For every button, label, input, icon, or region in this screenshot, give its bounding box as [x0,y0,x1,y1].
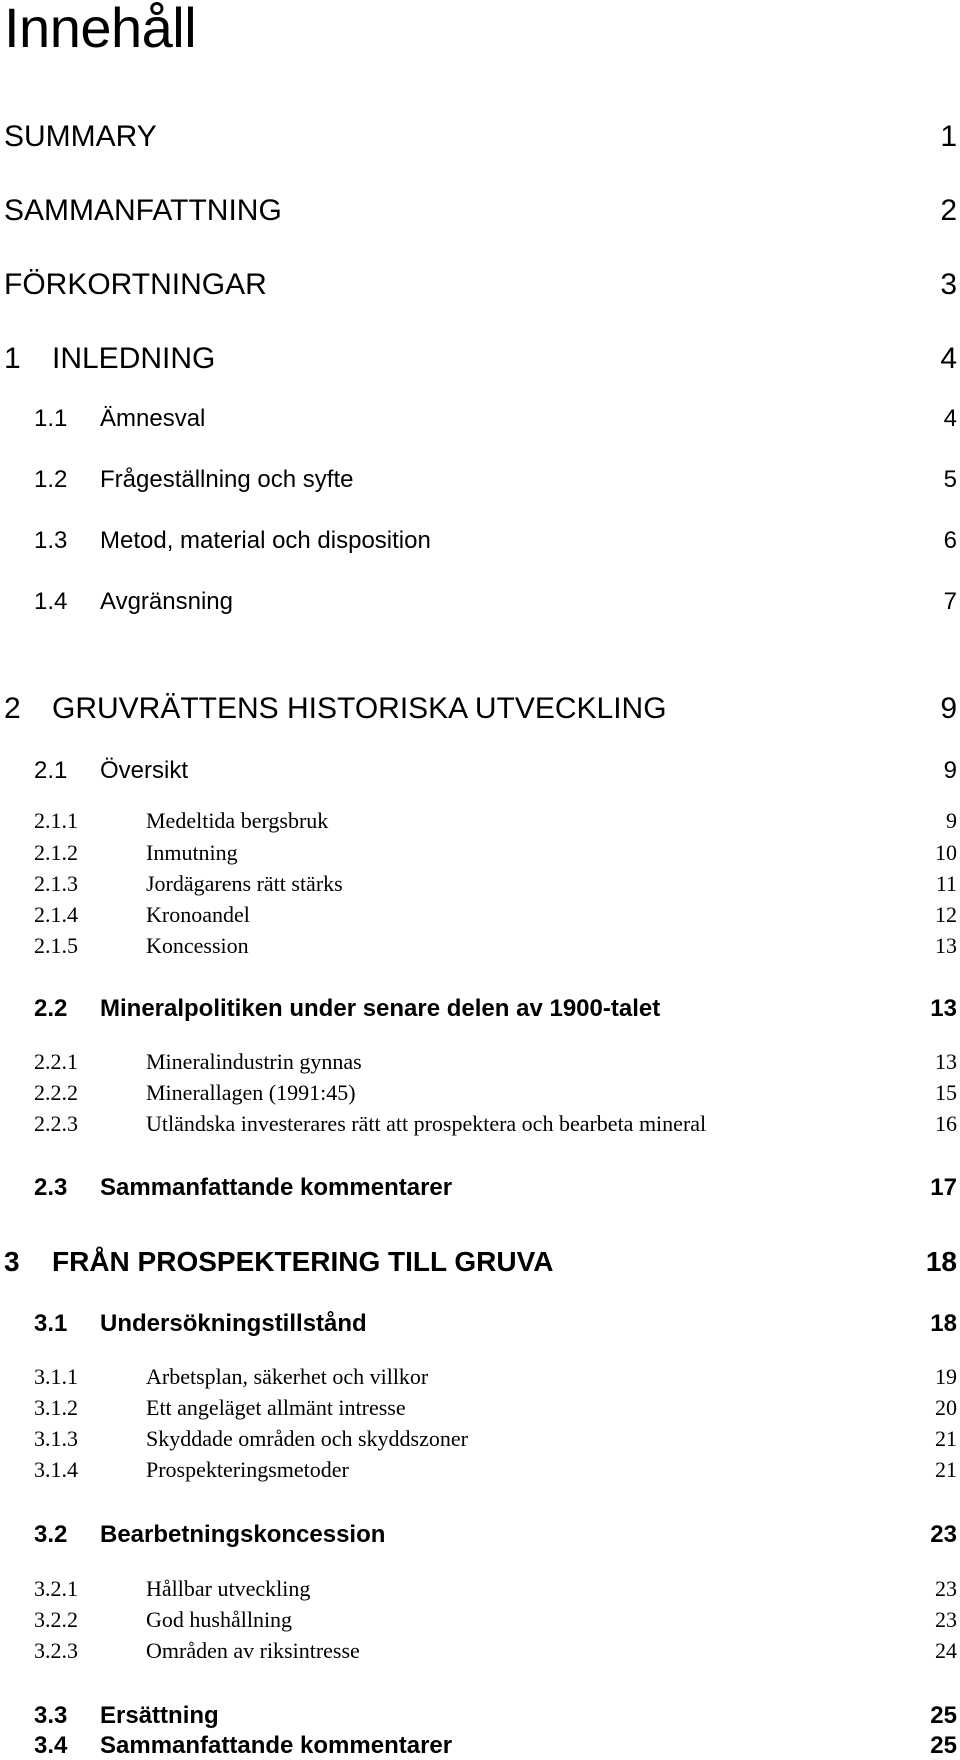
page-title: Innehåll [4,0,197,59]
toc-page-number: 4 [943,405,957,432]
toc-entry-title: SUMMARY [4,120,157,153]
toc-entry-number: 2.3 [34,1174,68,1201]
toc-entry-number: 3.2.3 [34,1638,78,1663]
toc-entry-title: Sammanfattande kommentarer [100,1732,453,1759]
toc-entry-title: Områden av riksintresse [146,1638,360,1663]
toc-entry-number: 2.2 [34,995,68,1022]
toc-entry-title: Undersökningstillstånd [100,1310,367,1337]
toc-entry-title: FÖRKORTNINGAR [4,268,267,301]
toc-entry-number: 2.2.1 [34,1049,78,1074]
toc-page-number: 9 [940,692,957,725]
toc-entry-number: 2.1.4 [34,902,78,927]
toc-entry-number: 1.4 [34,588,68,615]
toc-page-number: 18 [925,1246,957,1277]
toc-entry-title: Kronoandel [146,902,250,927]
toc-page-number: 13 [935,1049,957,1074]
toc-page-number: 25 [930,1732,957,1759]
toc-entry-title: Mineralindustrin gynnas [146,1049,362,1074]
toc-entry-title: Ersättning [100,1702,219,1729]
toc-entry-title: FRÅN PROSPEKTERING TILL GRUVA [52,1246,554,1277]
toc-entry-title: Prospekteringsmetoder [146,1457,349,1482]
toc-page-number: 19 [935,1364,957,1389]
toc-entry-title: GRUVRÄTTENS HISTORISKA UTVECKLING [52,692,667,725]
toc-page-number: 2 [940,194,957,227]
toc-page-number: 23 [930,1521,957,1548]
toc-page-number: 6 [943,527,957,554]
toc-entry-number: 3.2 [34,1521,68,1548]
toc-page-number: 12 [935,902,957,927]
toc-entry-number: 3.2.2 [34,1607,78,1632]
toc-entry-title: Sammanfattande kommentarer [100,1174,453,1201]
toc-entry-number: 3.4 [34,1732,68,1759]
toc-entry-title: Utländska investerares rätt att prospektera och bearbeta mineral [146,1111,707,1136]
toc-entry-title: Inmutning [146,840,238,865]
toc-page-number: 21 [935,1426,957,1451]
toc-entry-number: 3.1.3 [34,1426,78,1451]
toc-entry-number: 2.1.1 [34,808,78,833]
toc-page-number: 23 [935,1576,957,1601]
toc-page-number: 18 [930,1310,957,1337]
toc-page-number: 13 [935,933,957,958]
toc-page-number: 3 [940,268,957,301]
toc-page-number: 15 [935,1080,957,1105]
toc-entry-number: 3 [4,1246,20,1277]
toc-entry-number: 2.1.3 [34,871,78,896]
toc-entry-number: 1.1 [34,405,68,432]
toc-entry-number: 3.1 [34,1310,68,1337]
toc-page-number: 5 [943,466,957,493]
toc-entry-number: 2.2.2 [34,1080,78,1105]
toc-page-number: 17 [930,1174,957,1201]
toc-entry-title: Hållbar utveckling [146,1576,311,1601]
toc-page-number: 11 [935,871,957,896]
toc-entry-title: Skyddade områden och skyddszoner [146,1426,468,1451]
toc-entry-title: Frågeställning och syfte [100,466,354,493]
toc-entry-title: Mineralpolitiken under senare delen av 1900-talet [100,995,661,1022]
toc-entry-title: Översikt [100,757,189,784]
toc-page-number: 7 [943,588,957,615]
toc-entry-number: 1.3 [34,527,68,554]
toc-page-number: 9 [946,808,957,833]
toc-page-number: 9 [943,757,957,784]
toc-entry-number: 2.2.3 [34,1111,78,1136]
toc-entry-number: 2.1 [34,757,68,784]
toc-page-number: 16 [935,1111,957,1136]
toc-entry-number: 3.3 [34,1702,68,1729]
toc-entry-number: 3.1.2 [34,1395,78,1420]
toc-entry-title: Ämnesval [100,405,206,432]
toc-page-number: 1 [940,120,957,153]
toc-entry-number: 2 [4,692,21,725]
toc-entry-number: 3.1.4 [34,1457,78,1482]
toc-page-number: 10 [935,840,957,865]
toc-page-number: 23 [935,1607,957,1632]
toc-entry-title: Koncession [146,933,249,958]
toc-entry-title: Minerallagen (1991:45) [146,1080,356,1105]
toc-page-number: 21 [935,1457,957,1482]
toc-page-number: 25 [930,1702,957,1729]
toc-entry-number: 3.2.1 [34,1576,78,1601]
toc-entry-number: 3.1.1 [34,1364,78,1389]
toc-entry-title: Jordägarens rätt stärks [146,871,343,896]
toc-entry-title: Avgränsning [100,588,233,615]
toc-entry-number: 2.1.2 [34,840,78,865]
toc-page-number: 13 [930,995,957,1022]
toc-entry-number: 1 [4,342,21,375]
toc-entry-title: Bearbetningskoncession [100,1521,386,1548]
toc-entry-title: Metod, material och disposition [100,527,431,554]
toc-entry-title: Ett angeläget allmänt intresse [146,1395,406,1420]
toc-page-number: 4 [940,342,957,375]
toc-entry-title: INLEDNING [52,342,216,375]
toc-entry-title: SAMMANFATTNING [4,194,282,227]
toc-page-number: 24 [935,1638,957,1663]
toc-entry-title: Medeltida bergsbruk [146,808,329,833]
toc-page-number: 20 [935,1395,957,1420]
toc-entry-title: Arbetsplan, säkerhet och villkor [146,1364,429,1389]
toc-entry-number: 2.1.5 [34,933,78,958]
toc-entry-number: 1.2 [34,466,68,493]
toc-entry-title: God hushållning [146,1607,293,1632]
